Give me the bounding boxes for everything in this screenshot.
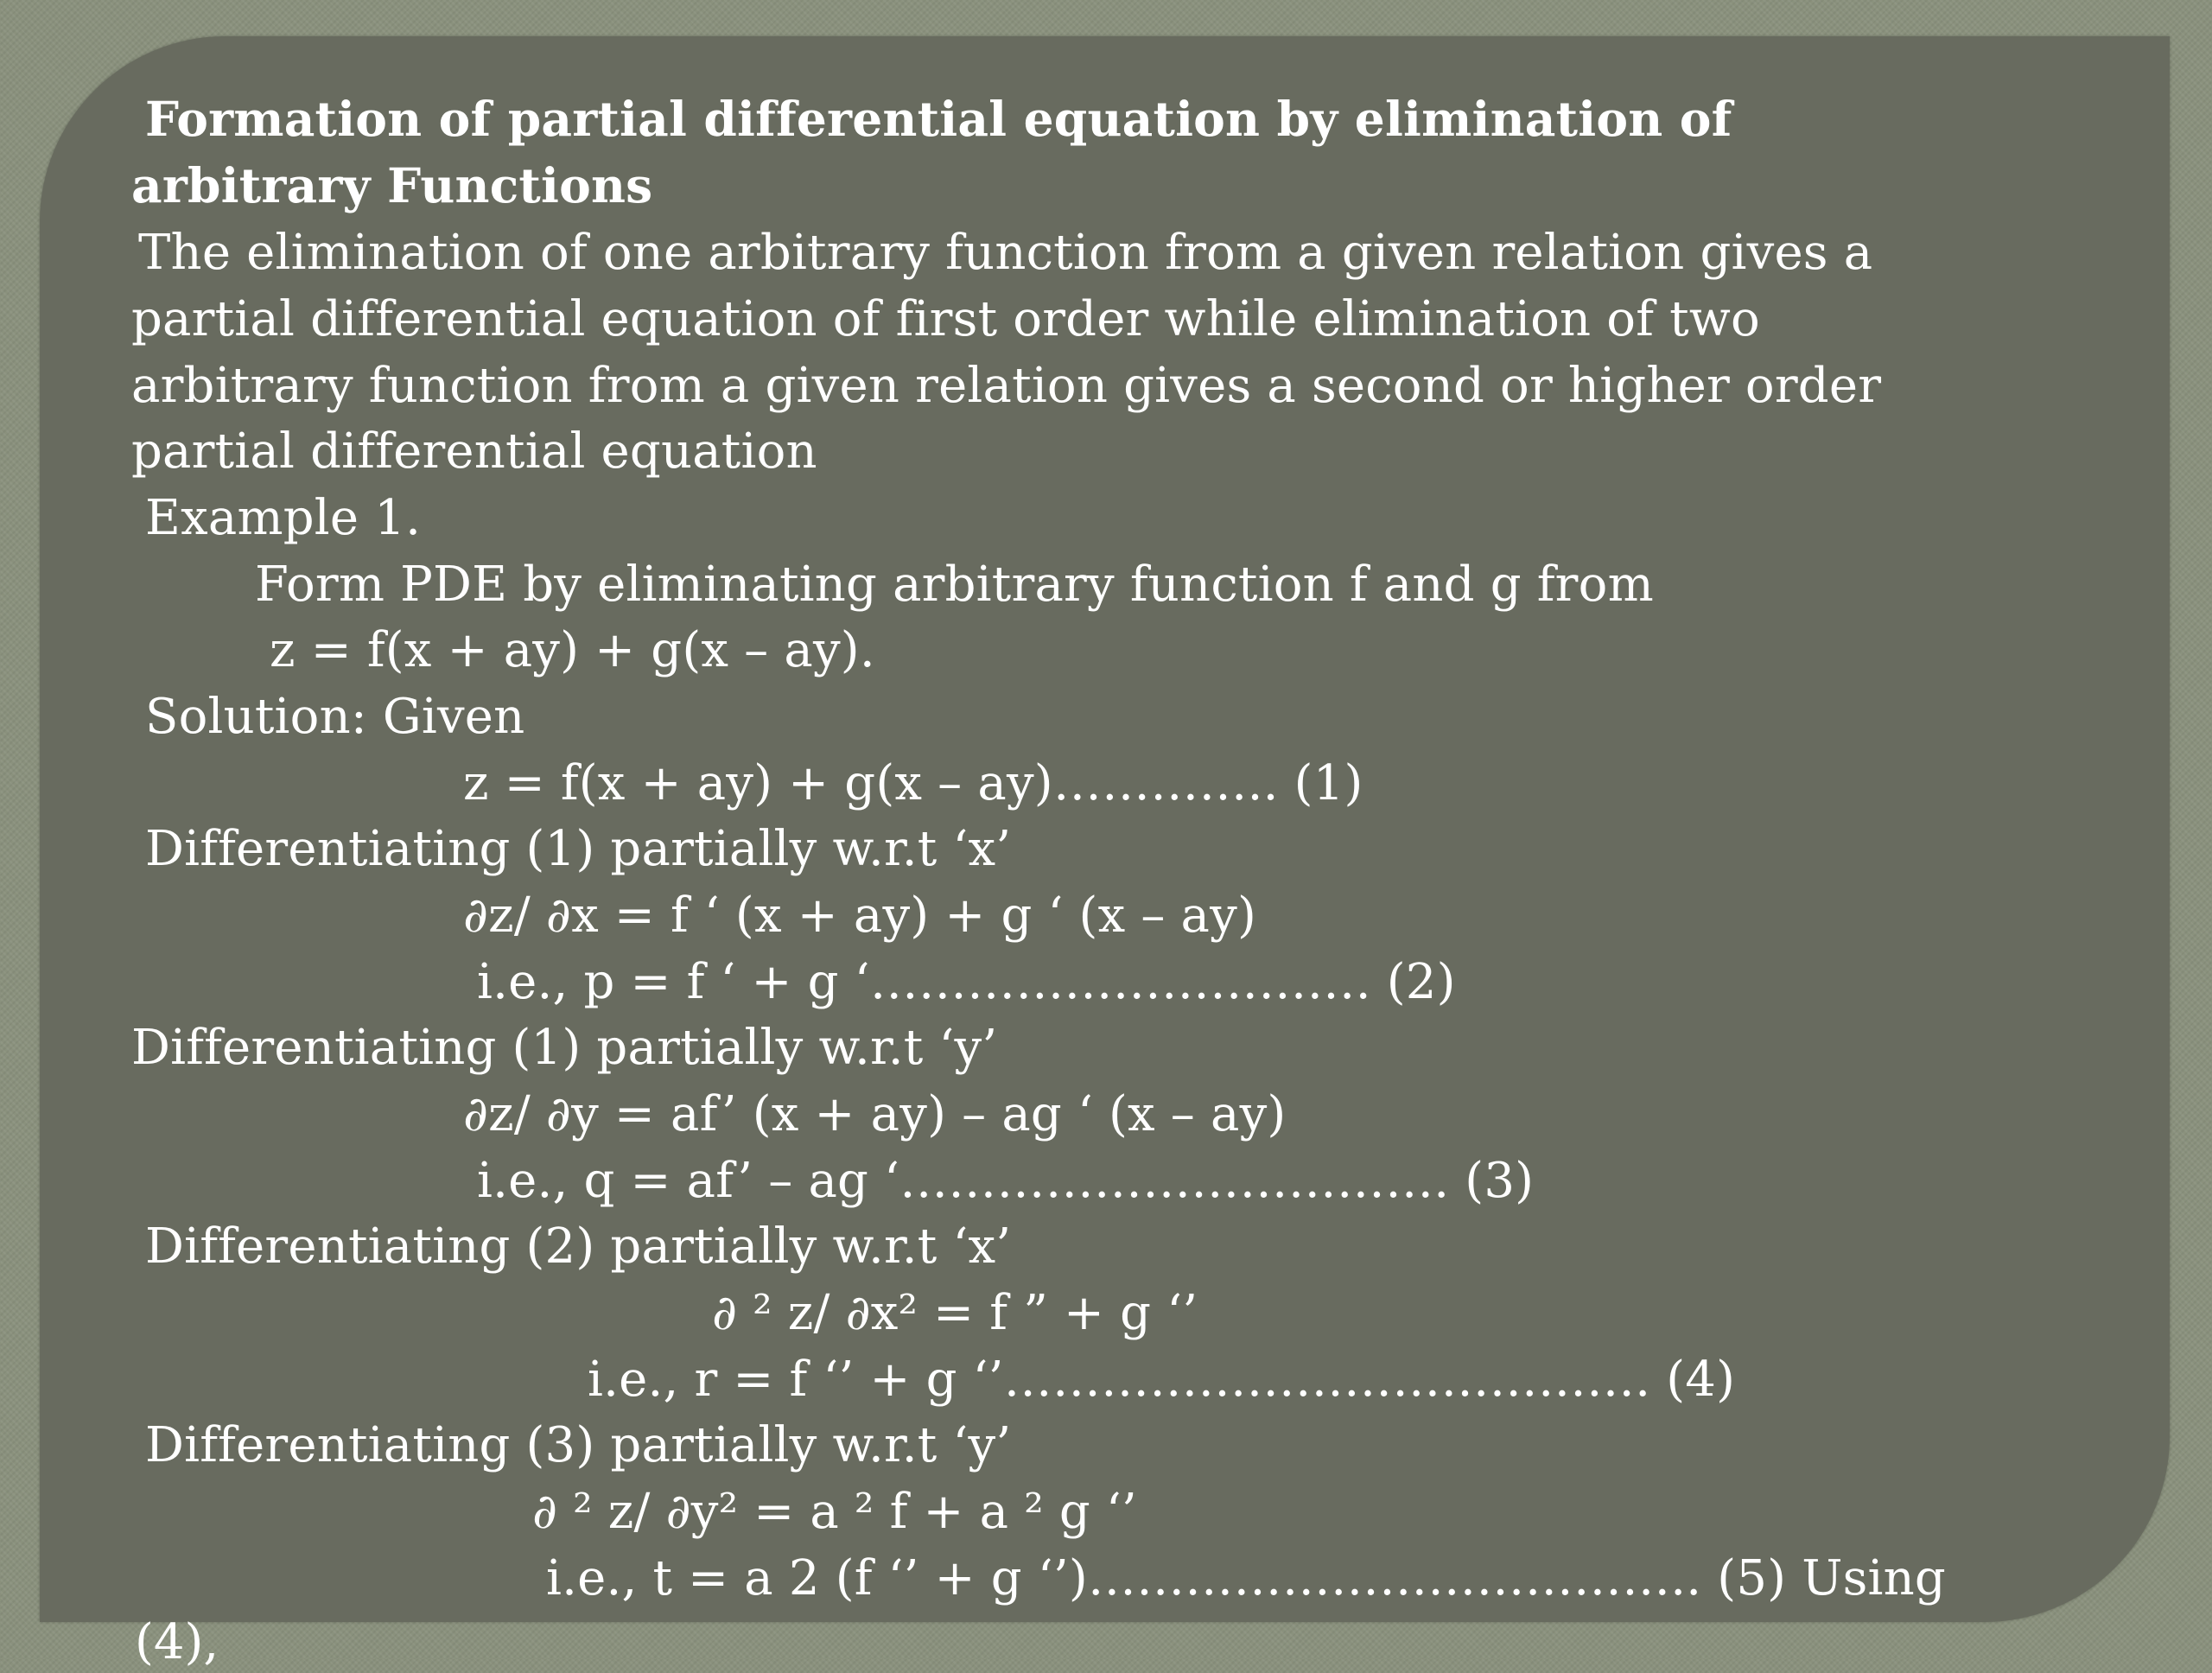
intro-line-2: partial differential equation of first order while elimination of two [131, 291, 1760, 347]
equation-2: i.e., p = f ‘ + g ‘…………………………. (2) [477, 954, 1456, 1010]
example-heading: Example 1. [145, 490, 422, 546]
diff-label-2: Differentiating (1) partially w.r.t ‘y’ [131, 1020, 998, 1076]
intro-line-3: arbitrary function from a given relation gives a second or higher order [131, 358, 1882, 414]
diff-equation-1: ∂z/ ∂x = f ‘ (x + ay) + g ‘ (x – ay) [463, 887, 1257, 944]
diff-equation-4: ∂ ² z/ ∂y² = a ² f + a ² g ‘’ [532, 1484, 1137, 1540]
problem-line-2: z = f(x + ay) + g(x – ay). [270, 622, 875, 678]
diff-label-4: Differentiating (3) partially w.r.t ‘y’ [145, 1417, 1012, 1473]
diff-label-1: Differentiating (1) partially w.r.t ‘x’ [145, 821, 1012, 877]
diff-label-3: Differentiating (2) partially w.r.t ‘x’ [145, 1218, 1012, 1275]
equation-3: i.e., q = af’ – ag ‘……………………………. (3) [477, 1153, 1535, 1209]
solution-label: Solution: Given [145, 689, 525, 745]
slide-title-line-2: arbitrary Functions [131, 157, 653, 213]
intro-line-4: partial differential equation [131, 423, 817, 480]
diff-equation-2: ∂z/ ∂y = af’ (x + ay) – ag ‘ (x – ay) [463, 1086, 1287, 1142]
equation-4: i.e., r = f ‘’ + g ‘’…………………………………. (4) [588, 1352, 1736, 1408]
overflow-text: (4), [135, 1614, 219, 1670]
equation-1: z = f(x + ay) + g(x – ay)………….. (1) [463, 755, 1363, 811]
slide-title-line-1: Formation of partial differential equation by elimination of [145, 91, 1732, 147]
problem-line-1: Form PDE by eliminating arbitrary function f and g from [255, 557, 1654, 613]
equation-5: i.e., t = a 2 (f ‘’ + g ‘’)……………………………….. (5) Using [546, 1550, 1946, 1606]
diff-equation-3: ∂ ² z/ ∂x² = f ” + g ‘’ [712, 1285, 1198, 1341]
intro-line-1: The elimination of one arbitrary function from a given relation gives a [138, 225, 1873, 281]
